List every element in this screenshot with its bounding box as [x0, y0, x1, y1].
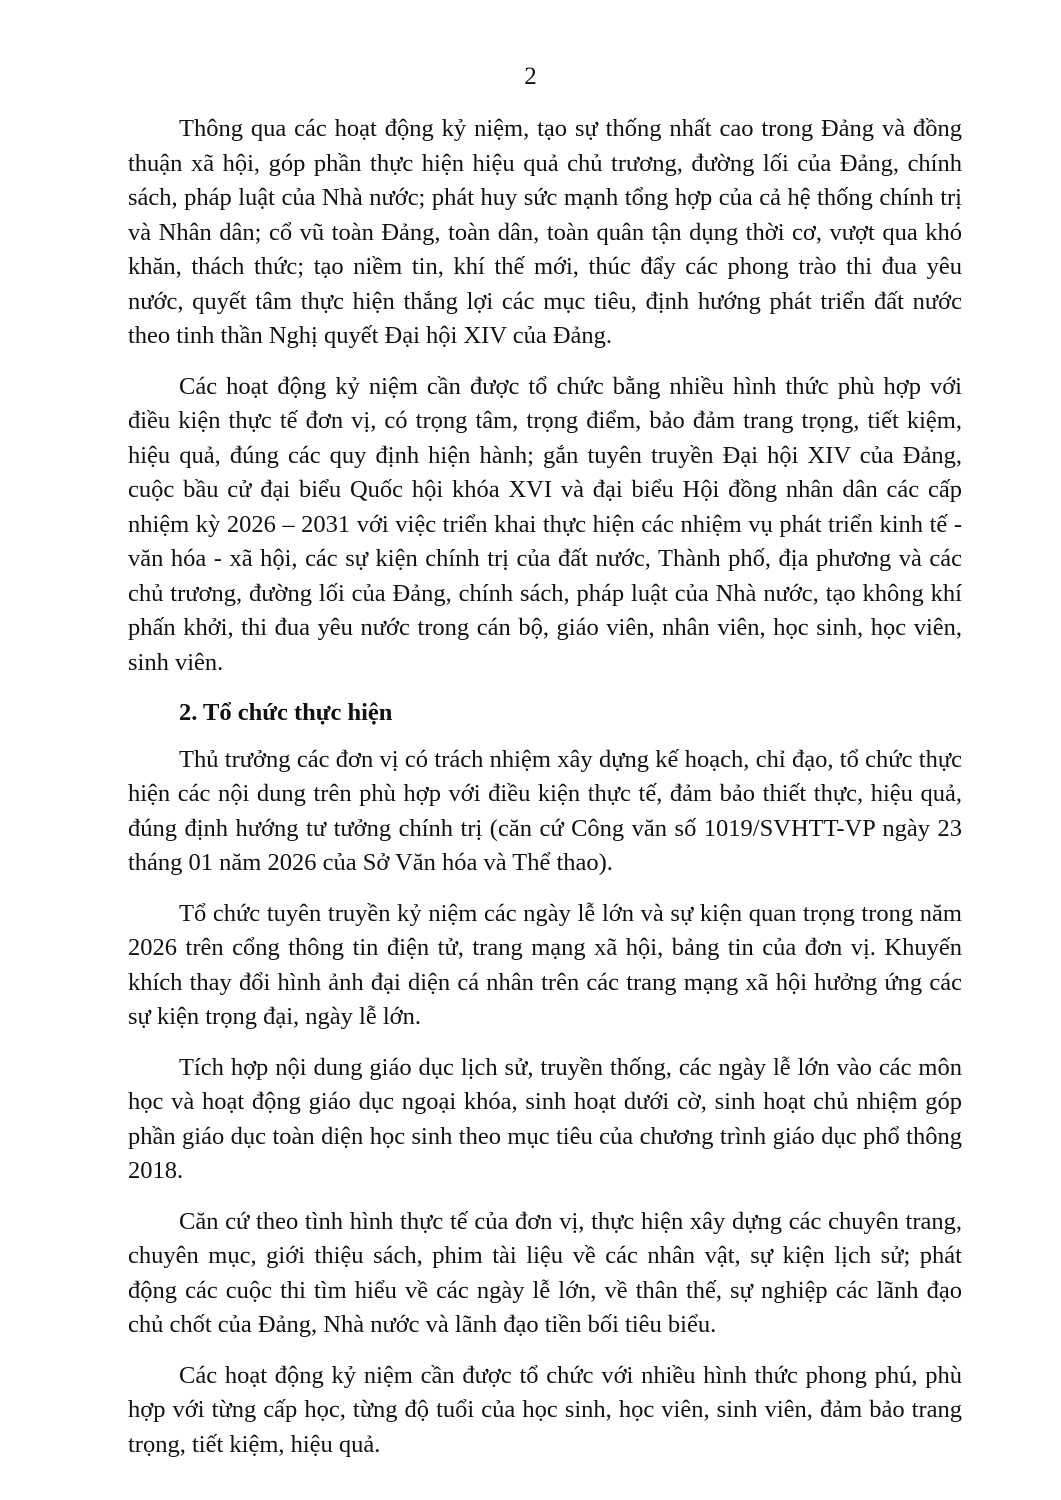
paragraph-section-2: Tổ chức tuyên truyền kỷ niệm các ngày lễ lớn và sự kiện quan trọng trong năm 2026 trên cổng thông tin điện tử, trang mạng xã hội, bảng tin của đơn vị. Khuyến khích thay đổi hình ảnh đại diện cá nhân trên các trang mạng xã hội hưởng ứng các sự kiện trọng đại, ngày lễ lớn.: [128, 899, 962, 1030]
paragraph-intro-1: Thông qua các hoạt động kỷ niệm, tạo sự thống nhất cao trong Đảng và đồng thuận xã hội, góp phần thực hiện hiệu quả chủ trương, đường lối của Đảng, chính sách, pháp luật của Nhà nước; phát huy sức mạnh tổng hợp của cả hệ thống chính trị và Nhân dân; cổ vũ toàn Đảng, toàn dân, toàn quân tận dụng thời cơ, vượt qua khó khăn, thách thức; tạo niềm tin, khí thế mới, thúc đẩy các phong trào thi đua yêu nước, quyết tâm thực hiện thắng lợi các mục tiêu, định hướng phát triển đất nước theo tinh thần Nghị quyết Đại hội XIV của Đảng.: [128, 115, 962, 349]
section-heading: 2. Tổ chức thực hiện: [179, 699, 393, 726]
paragraph-section-3: Tích hợp nội dung giáo dục lịch sử, truyền thống, các ngày lễ lớn vào các môn học và hoạt động giáo dục ngoại khóa, sinh hoạt dưới cờ, sinh hoạt chủ nhiệm góp phần giáo dục toàn diện học sinh theo mục tiêu của chương trình giáo dục phổ thông 2018.: [128, 1053, 962, 1184]
paragraph-section-4: Căn cứ theo tình hình thực tế của đơn vị, thực hiện xây dựng các chuyên trang, chuyên mục, giới thiệu sách, phim tài liệu về các nhân vật, sự kiện lịch sử; phát động các cuộc thi tìm hiểu về các ngày lễ lớn, về thân thế, sự nghiệp các lãnh đạo chủ chốt của Đảng, Nhà nước và lãnh đạo tiền bối tiêu biểu.: [128, 1207, 962, 1338]
paragraph-section-5: Các hoạt động kỷ niệm cần được tổ chức với nhiều hình thức phong phú, phù hợp với từng cấp học, từng độ tuổi của học sinh, học viên, sinh viên, đảm bảo trang trọng, tiết kiệm, hiệu quả.: [128, 1361, 962, 1458]
document-body: [128, 112, 962, 1478]
paragraph-section-1: Thủ trưởng các đơn vị có trách nhiệm xây dựng kế hoạch, chỉ đạo, tổ chức thực hiện các nội dung trên phù hợp với điều kiện thực tế, đảm bảo thiết thực, hiệu quả, đúng định hướng tư tưởng chính trị (căn cứ Công văn số 1019/SVHTT-VP ngày 23 tháng 01 năm 2026 của Sở Văn hóa và Thể thao).: [128, 745, 962, 876]
page-number: 2: [524, 63, 537, 90]
paragraph-intro-2: Các hoạt động kỷ niệm cần được tổ chức bằng nhiều hình thức phù hợp với điều kiện thực tế đơn vị, có trọng tâm, trọng điểm, bảo đảm trang trọng, tiết kiệm, hiệu quả, đúng các quy định hiện hành; gắn tuyên truyền Đại hội XIV của Đảng, cuộc bầu cử đại biểu Quốc hội khóa XVI và đại biểu Hội đồng nhân dân các cấp nhiệm kỳ 2026 – 2031 với việc triển khai thực hiện các nhiệm vụ phát triển kinh tế - văn hóa - xã hội, các sự kiện chính trị của đất nước, Thành phố, địa phương và các chủ trương, đường lối của Đảng, chính sách, pháp luật của Nhà nước, tạo không khí phấn khởi, thi đua yêu nước trong cán bộ, giáo viên, nhân viên, học sinh, học viên, sinh viên.: [128, 372, 962, 676]
